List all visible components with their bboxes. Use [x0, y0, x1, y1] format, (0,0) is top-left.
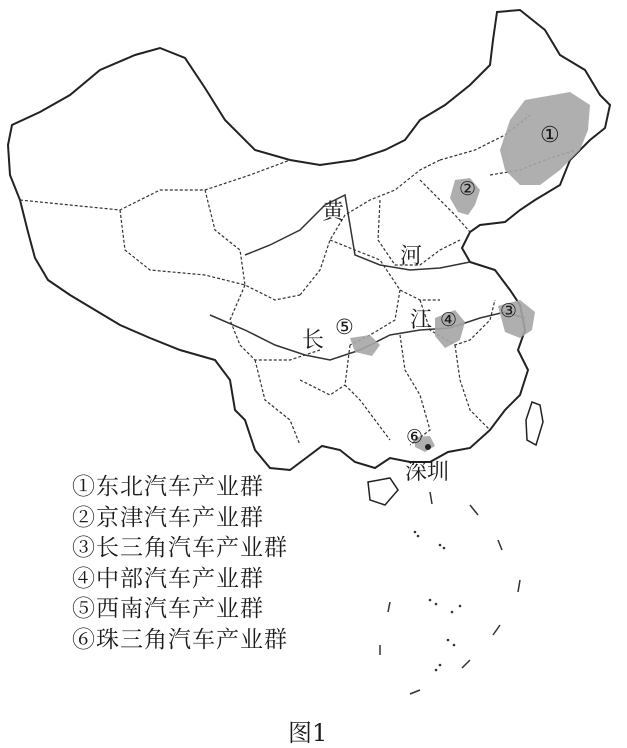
yellow-river-label-2: 河	[400, 244, 423, 269]
hainan-outline	[368, 478, 398, 505]
shenzhen-label: 深圳	[405, 460, 450, 485]
legend-item-southwest: ⑤西南汽车产业群	[72, 596, 264, 622]
marker-central: ④	[440, 309, 458, 331]
legend-item-prd: ⑥珠三角汽车产业群	[72, 626, 288, 653]
yellow-river	[245, 195, 470, 270]
south-sea-boundary	[380, 492, 520, 694]
legend-item-jingjin: ②京津汽车产业群	[72, 504, 264, 531]
marker-yangtze-delta: ③	[500, 300, 518, 322]
marker-jingjin: ②	[459, 178, 477, 200]
china-outline	[8, 10, 610, 470]
shenzhen-dot	[425, 444, 431, 450]
legend	[72, 472, 288, 655]
figure-caption: 图1	[288, 719, 328, 747]
yangtze-label-2: 江	[410, 308, 433, 333]
marker-prd: ⑥	[406, 426, 424, 448]
legend-item-central: ④中部汽车产业群	[72, 565, 264, 592]
yangtze-label-1: 长	[302, 328, 325, 353]
cluster-southwest	[350, 335, 380, 356]
province-borders	[20, 115, 575, 448]
yellow-river-label-1: 黄	[322, 200, 345, 225]
legend-item-northeast: ①东北汽车产业群	[72, 474, 264, 500]
south-sea-islands	[414, 531, 462, 672]
legend-item-yangtze-delta: ③长三角汽车产业群	[72, 535, 288, 561]
marker-northeast: ①	[540, 123, 560, 148]
taiwan-outline	[526, 402, 543, 445]
marker-southwest: ⑤	[335, 315, 354, 339]
